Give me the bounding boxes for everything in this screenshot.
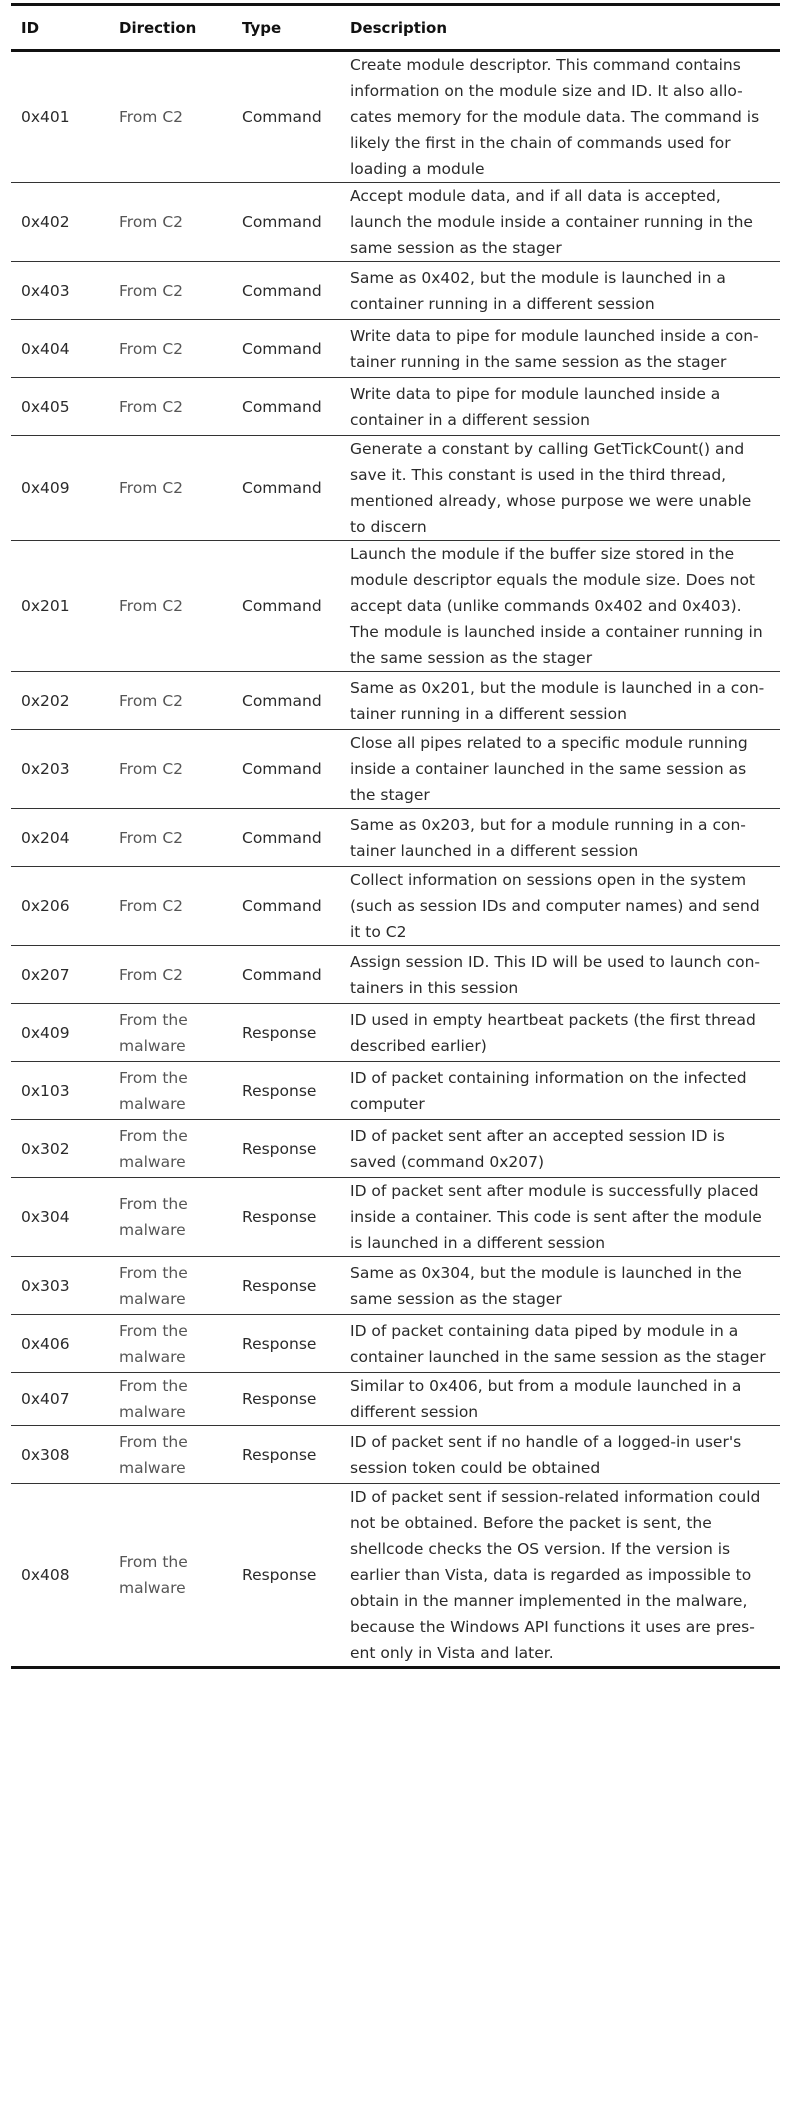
cell-description: Same as 0x402, but the module is launched in a container running in a different session [340, 262, 780, 320]
table-row [11, 183, 780, 262]
cell-type: Response [232, 1484, 340, 1668]
cell-direction: From C2 [109, 320, 232, 378]
cell-id: 0x207 [11, 946, 109, 1004]
command-table [11, 3, 780, 1669]
cell-type: Command [232, 672, 340, 730]
table-row [11, 1120, 780, 1178]
table-header [11, 5, 780, 51]
cell-direction: From C2 [109, 183, 232, 262]
cell-description: Collect information on sessions open in the system (such as session IDs and computer names) and send it to C2 [340, 867, 780, 946]
table-row [11, 946, 780, 1004]
header-direction: Direction [109, 5, 232, 51]
cell-description: ID of packet sent if session-related information could not be obtained. Before the packet is sent, the shellcode checks the OS version. If the version is earlier than Vista, data is regarded as impossible to obtain in the manner implemented in the malware, because the Windows API functions it uses are pres-ent only in Vista and later. [340, 1484, 780, 1668]
cell-direction: From C2 [109, 730, 232, 809]
table-row [11, 1004, 780, 1062]
cell-id: 0x402 [11, 183, 109, 262]
cell-id: 0x201 [11, 541, 109, 672]
cell-description: ID used in empty heartbeat packets (the first thread described earlier) [340, 1004, 780, 1062]
cell-type: Command [232, 262, 340, 320]
cell-direction: From the malware [109, 1257, 232, 1315]
table-row [11, 867, 780, 946]
cell-direction: From C2 [109, 946, 232, 1004]
cell-id: 0x206 [11, 867, 109, 946]
cell-direction: From C2 [109, 541, 232, 672]
cell-type: Command [232, 541, 340, 672]
cell-type: Command [232, 378, 340, 436]
table-row [11, 1178, 780, 1257]
cell-id: 0x405 [11, 378, 109, 436]
header-type: Type [232, 5, 340, 51]
cell-direction: From the malware [109, 1426, 232, 1484]
cell-description: Same as 0x304, but the module is launched in the same session as the stager [340, 1257, 780, 1315]
cell-type: Command [232, 946, 340, 1004]
cell-description: Accept module data, and if all data is accepted, launch the module inside a container running in the same session as the stager [340, 183, 780, 262]
cell-id: 0x203 [11, 730, 109, 809]
table-row [11, 262, 780, 320]
table-row [11, 672, 780, 730]
cell-type: Response [232, 1426, 340, 1484]
cell-id: 0x304 [11, 1178, 109, 1257]
cell-id: 0x103 [11, 1062, 109, 1120]
cell-type: Response [232, 1178, 340, 1257]
cell-direction: From the malware [109, 1120, 232, 1178]
cell-id: 0x302 [11, 1120, 109, 1178]
cell-type: Command [232, 320, 340, 378]
cell-type: Command [232, 183, 340, 262]
cell-type: Response [232, 1120, 340, 1178]
table-row [11, 378, 780, 436]
cell-description: Close all pipes related to a specific module running inside a container launched in the same session as the stager [340, 730, 780, 809]
cell-description: Similar to 0x406, but from a module launched in a different session [340, 1373, 780, 1426]
table-row [11, 436, 780, 541]
cell-direction: From the malware [109, 1484, 232, 1668]
cell-type: Response [232, 1257, 340, 1315]
cell-type: Command [232, 809, 340, 867]
cell-id: 0x204 [11, 809, 109, 867]
cell-description: ID of packet sent if no handle of a logged-in user's session token could be obtained [340, 1426, 780, 1484]
table-row [11, 1373, 780, 1426]
cell-type: Response [232, 1062, 340, 1120]
cell-id: 0x308 [11, 1426, 109, 1484]
cell-id: 0x404 [11, 320, 109, 378]
cell-type: Response [232, 1004, 340, 1062]
table-row [11, 730, 780, 809]
cell-direction: From the malware [109, 1004, 232, 1062]
table-row [11, 541, 780, 672]
cell-type: Command [232, 436, 340, 541]
cell-description: Assign session ID. This ID will be used to launch con-tainers in this session [340, 946, 780, 1004]
cell-id: 0x409 [11, 436, 109, 541]
cell-type: Response [232, 1373, 340, 1426]
cell-id: 0x409 [11, 1004, 109, 1062]
cell-direction: From C2 [109, 262, 232, 320]
cell-id: 0x406 [11, 1315, 109, 1373]
cell-description: ID of packet containing data piped by module in a container launched in the same session as the stager [340, 1315, 780, 1373]
header-description: Description [340, 5, 780, 51]
cell-direction: From C2 [109, 436, 232, 541]
cell-id: 0x303 [11, 1257, 109, 1315]
cell-type: Command [232, 867, 340, 946]
cell-id: 0x407 [11, 1373, 109, 1426]
cell-direction: From C2 [109, 672, 232, 730]
table-row [11, 1426, 780, 1484]
table-body [11, 51, 780, 1668]
table-row [11, 809, 780, 867]
cell-description: Write data to pipe for module launched inside a container in a different session [340, 378, 780, 436]
cell-description: Create module descriptor. This command contains information on the module size and ID. It also allo-cates memory for the module data. The command is likely the first in the chain of commands used for loading a module [340, 51, 780, 183]
cell-type: Command [232, 51, 340, 183]
table-row [11, 320, 780, 378]
cell-description: Generate a constant by calling GetTickCount() and save it. This constant is used in the third thread, mentioned already, whose purpose we were unable to discern [340, 436, 780, 541]
cell-direction: From the malware [109, 1373, 232, 1426]
header-row [11, 5, 780, 51]
cell-direction: From C2 [109, 867, 232, 946]
table-row [11, 51, 780, 183]
cell-description: Same as 0x203, but for a module running in a con-tainer launched in a different session [340, 809, 780, 867]
cell-type: Response [232, 1315, 340, 1373]
cell-direction: From the malware [109, 1315, 232, 1373]
cell-description: ID of packet sent after module is successfully placed inside a container. This code is sent after the module is launched in a different session [340, 1178, 780, 1257]
cell-direction: From the malware [109, 1178, 232, 1257]
header-id: ID [11, 5, 109, 51]
table-row [11, 1315, 780, 1373]
cell-description: Same as 0x201, but the module is launched in a con-tainer running in a different session [340, 672, 780, 730]
table-row [11, 1062, 780, 1120]
cell-id: 0x403 [11, 262, 109, 320]
cell-description: Launch the module if the buffer size stored in the module descriptor equals the module size. Does not accept data (unlike commands 0x402 and 0x403). The module is launched inside a container running in the same session as the stager [340, 541, 780, 672]
cell-description: ID of packet containing information on the infected computer [340, 1062, 780, 1120]
table-row [11, 1484, 780, 1668]
cell-id: 0x408 [11, 1484, 109, 1668]
cell-id: 0x202 [11, 672, 109, 730]
cell-description: ID of packet sent after an accepted session ID is saved (command 0x207) [340, 1120, 780, 1178]
cell-description: Write data to pipe for module launched inside a con-tainer running in the same session as the stager [340, 320, 780, 378]
cell-type: Command [232, 730, 340, 809]
cell-direction: From C2 [109, 378, 232, 436]
table-row [11, 1257, 780, 1315]
cell-id: 0x401 [11, 51, 109, 183]
cell-direction: From C2 [109, 51, 232, 183]
cell-direction: From C2 [109, 809, 232, 867]
cell-direction: From the malware [109, 1062, 232, 1120]
